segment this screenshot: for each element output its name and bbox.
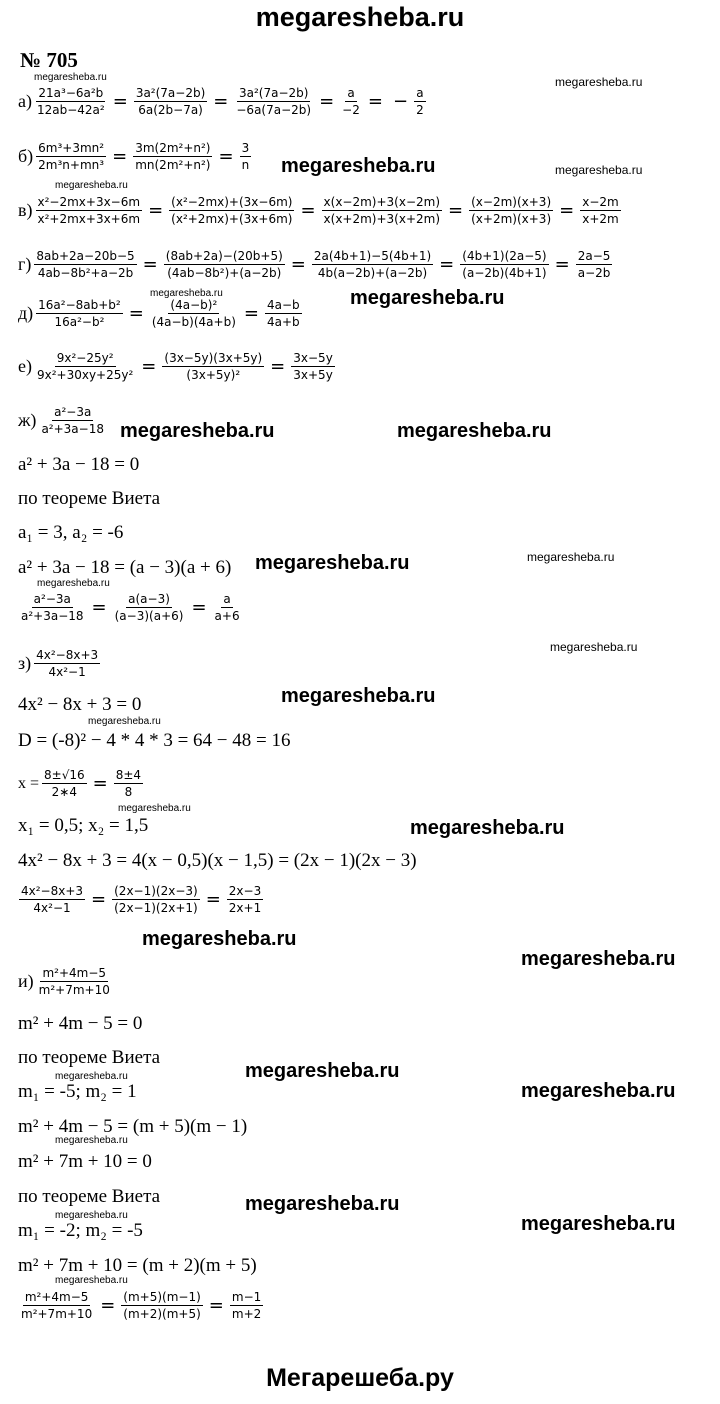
fraction xyxy=(234,86,313,117)
fraction-denominator: a²+3a−18 xyxy=(21,609,84,623)
zh-line-1: a² + 3a − 18 = 0 xyxy=(18,454,140,475)
equals-sign: = xyxy=(148,200,164,221)
watermark: megaresheba.ru xyxy=(55,1135,128,1146)
equals-sign: = xyxy=(92,773,108,794)
fraction-denominator: 6a(2b−7a) xyxy=(138,103,203,117)
fraction-denominator: 3x+5y xyxy=(293,368,333,382)
watermark: megaresheba.ru xyxy=(245,1060,400,1082)
fraction-numerator: 8ab+2a−20b−5 xyxy=(36,249,135,263)
minus-sign: − xyxy=(392,91,409,112)
watermark: megaresheba.ru xyxy=(88,716,161,727)
part-label: е) xyxy=(18,356,32,376)
fraction xyxy=(312,249,433,280)
fraction xyxy=(39,405,106,436)
zh-line-4: a² + 3a − 18 = (a − 3)(a + 6) xyxy=(18,557,232,578)
part-z xyxy=(18,648,101,679)
prefix-text: x = xyxy=(18,774,40,792)
part-i xyxy=(18,966,113,997)
equals-sign: = xyxy=(112,91,128,112)
watermark: megaresheba.ru xyxy=(255,552,410,574)
fraction-numerator: a xyxy=(223,592,231,606)
fraction-denominator: x(x+2m)+3(x+2m) xyxy=(323,212,441,226)
equals-sign: = xyxy=(141,356,157,377)
fraction-denominator: (a−2b)(4b+1) xyxy=(462,266,547,280)
fraction-denominator: 2x+1 xyxy=(228,901,262,915)
fraction xyxy=(291,351,335,382)
watermark: megaresheba.ru xyxy=(350,287,505,309)
fraction-numerator: 4x²−8x+3 xyxy=(21,884,84,898)
fraction xyxy=(19,884,85,915)
fraction-numerator: (m+5)(m−1) xyxy=(123,1290,201,1304)
zh-line-3: a₁ = 3, a₂ = -6 xyxy=(18,522,124,543)
fraction-denominator: 4a+b xyxy=(266,315,300,329)
part-label: б) xyxy=(18,146,34,166)
equals-sign: = xyxy=(319,91,335,112)
fraction-denominator: a−2b xyxy=(577,266,611,280)
equals-sign: = xyxy=(439,254,455,275)
equals-sign: = xyxy=(208,1295,224,1316)
fraction-denominator: −2 xyxy=(342,103,360,117)
fraction xyxy=(34,249,136,280)
watermark: megaresheba.ru xyxy=(397,420,552,442)
fraction-denominator: m+2 xyxy=(231,1307,262,1321)
fraction xyxy=(35,86,107,117)
fraction xyxy=(227,884,263,915)
watermark: megaresheba.ru xyxy=(555,75,643,89)
fraction-numerator: 4a−b xyxy=(266,298,300,312)
part-label: и) xyxy=(18,971,34,991)
fraction-denominator: 9x²+30xy+25y² xyxy=(36,368,134,382)
fraction xyxy=(460,249,548,280)
fraction-denominator: x²+2mx+3x+6m xyxy=(37,212,141,226)
watermark: megaresheba.ru xyxy=(410,817,565,839)
equals-sign: = xyxy=(290,254,306,275)
fraction-denominator: 4ab−8b²+a−2b xyxy=(37,266,134,280)
fraction xyxy=(240,141,252,172)
equals-sign: = xyxy=(554,254,570,275)
watermark: megaresheba.ru xyxy=(550,640,638,654)
fraction-numerator: 8±√16 xyxy=(44,768,85,782)
fraction-numerator: a xyxy=(347,86,355,100)
fraction-denominator: −6a(7a−2b) xyxy=(236,103,312,117)
fraction-numerator: x−2m xyxy=(582,195,619,209)
site-footer[interactable]: Мегарешеба.ру xyxy=(266,1364,454,1392)
fraction-numerator: 3a²(7a−2b) xyxy=(135,86,206,100)
fraction-numerator: 3x−5y xyxy=(293,351,333,365)
fraction xyxy=(265,298,302,329)
fraction-numerator: a²−3a xyxy=(33,592,71,606)
fraction xyxy=(580,195,620,226)
fraction xyxy=(113,592,186,623)
part-v xyxy=(18,195,622,226)
watermark: megaresheba.ru xyxy=(55,1210,128,1221)
fraction xyxy=(34,648,100,679)
equals-sign: = xyxy=(91,889,107,910)
i-line-6: по теореме Виета xyxy=(18,1186,161,1207)
part-label: г) xyxy=(18,254,32,274)
equals-sign: = xyxy=(128,303,144,324)
fraction xyxy=(164,249,285,280)
equals-sign: = xyxy=(218,146,234,167)
watermark: megaresheba.ru xyxy=(34,72,107,83)
fraction-denominator: (x+2m)(x+3) xyxy=(471,212,552,226)
part-e xyxy=(18,351,336,382)
site-header[interactable]: megaresheba.ru xyxy=(255,2,465,32)
fraction xyxy=(112,884,200,915)
i-line-4: m² + 4m − 5 = (m + 5)(m − 1) xyxy=(18,1116,248,1137)
i-line-2: по теореме Виета xyxy=(18,1047,161,1068)
fraction xyxy=(19,592,86,623)
equals-sign: = xyxy=(191,597,207,618)
fraction-numerator: a(a−3) xyxy=(128,592,170,606)
fraction-denominator: 12ab−42a² xyxy=(36,103,105,117)
fraction xyxy=(133,141,212,172)
part-label: з) xyxy=(18,653,32,673)
fraction xyxy=(36,141,106,172)
fraction xyxy=(576,249,613,280)
fraction-denominator: a+6 xyxy=(214,609,240,623)
zh-line-2: по теореме Виета xyxy=(18,488,161,509)
fraction-numerator: a xyxy=(416,86,424,100)
problem-number: № 705 xyxy=(20,48,78,72)
part-g xyxy=(18,249,613,280)
fraction-denominator: m²+7m+10 xyxy=(38,983,110,997)
fraction-denominator: (3x+5y)² xyxy=(186,368,241,382)
fraction-denominator: 4x²−1 xyxy=(33,901,71,915)
fraction xyxy=(36,195,143,226)
fraction-numerator: 3m(2m²+n²) xyxy=(135,141,211,155)
fraction-numerator: x²−2mx+3x−6m xyxy=(37,195,141,209)
fraction-denominator: 16a²−b² xyxy=(54,315,105,329)
watermark: megaresheba.ru xyxy=(521,1213,676,1235)
fraction xyxy=(114,768,143,799)
fraction-numerator: 3a²(7a−2b) xyxy=(238,86,309,100)
fraction-denominator: 2 xyxy=(416,103,424,117)
fraction-denominator: (2x−1)(2x+1) xyxy=(114,901,198,915)
part-b xyxy=(18,141,252,172)
watermark: megaresheba.ru xyxy=(245,1193,400,1215)
watermark: megaresheba.ru xyxy=(521,948,676,970)
fraction-denominator: 8 xyxy=(124,785,133,799)
fraction xyxy=(322,195,442,226)
i-line-7: m₁ = -2; m₂ = -5 xyxy=(18,1220,143,1241)
fraction xyxy=(169,195,294,226)
fraction xyxy=(213,592,242,623)
watermark: megaresheba.ru xyxy=(118,803,191,814)
fraction-numerator: 16a²−8ab+b² xyxy=(38,298,121,312)
equals-sign: = xyxy=(300,200,316,221)
watermark: megaresheba.ru xyxy=(37,578,110,589)
part-label: ж) xyxy=(18,410,37,430)
fraction xyxy=(42,768,87,799)
fraction-numerator: (8ab+2a)−(20b+5) xyxy=(165,249,283,263)
part-a xyxy=(18,86,427,117)
fraction-numerator: x(x−2m)+3(x−2m) xyxy=(323,195,441,209)
fraction-numerator: m²+4m−5 xyxy=(24,1290,89,1304)
watermark: megaresheba.ru xyxy=(55,180,128,191)
fraction-numerator: 9x²−25y² xyxy=(56,351,114,365)
fraction-numerator: (x²−2mx)+(3x−6m) xyxy=(171,195,293,209)
fraction-numerator: (x−2m)(x+3) xyxy=(471,195,552,209)
equals-sign: = xyxy=(559,200,575,221)
fraction-numerator: (4a−b)² xyxy=(170,298,218,312)
watermark: megaresheba.ru xyxy=(150,288,223,299)
fraction-numerator: a²−3a xyxy=(54,405,92,419)
watermark: megaresheba.ru xyxy=(555,163,643,177)
fraction xyxy=(121,1290,202,1321)
i-line-1: m² + 4m − 5 = 0 xyxy=(18,1013,143,1034)
equals-sign: = xyxy=(243,303,259,324)
fraction-numerator: m−1 xyxy=(231,1290,262,1304)
fraction xyxy=(37,966,112,997)
watermark: megaresheba.ru xyxy=(527,550,615,564)
watermark: megaresheba.ru xyxy=(55,1275,128,1286)
watermark: megaresheba.ru xyxy=(120,420,275,442)
i-line-3: m₁ = -5; m₂ = 1 xyxy=(18,1081,137,1102)
equals-sign: = xyxy=(448,200,464,221)
watermark: megaresheba.ru xyxy=(142,928,297,950)
i-line-8: m² + 7m + 10 = (m + 2)(m + 5) xyxy=(18,1255,257,1276)
fraction-denominator: m²+7m+10 xyxy=(21,1307,93,1321)
equals-sign: = xyxy=(213,91,229,112)
equals-sign: = xyxy=(142,254,158,275)
equals-sign: = xyxy=(367,91,383,112)
fraction xyxy=(469,195,553,226)
fraction xyxy=(19,1290,94,1321)
fraction xyxy=(35,351,135,382)
fraction-numerator: (3x−5y)(3x+5y) xyxy=(164,351,263,365)
equals-sign: = xyxy=(205,889,221,910)
fraction-denominator: (4ab−8b²)+(a−2b) xyxy=(167,266,282,280)
fraction-denominator: x+2m xyxy=(582,212,619,226)
fraction xyxy=(162,351,264,382)
fraction-denominator: (m+2)(m+5) xyxy=(123,1307,201,1321)
fraction-numerator: 8±4 xyxy=(115,768,142,782)
fraction xyxy=(150,298,238,329)
fraction-numerator: 4x²−8x+3 xyxy=(36,648,99,662)
fraction-numerator: 21a³−6a²b xyxy=(38,86,104,100)
z-line-4: x₁ = 0,5; x₂ = 1,5 xyxy=(18,815,149,836)
equals-sign: = xyxy=(270,356,286,377)
part-zh xyxy=(18,405,107,436)
fraction-numerator: 2x−3 xyxy=(228,884,262,898)
i-result xyxy=(18,1290,264,1321)
fraction-denominator: 2m³n+mn³ xyxy=(38,158,105,172)
watermark: megaresheba.ru xyxy=(281,155,436,177)
fraction-denominator: (a−3)(a+6) xyxy=(114,609,184,623)
fraction xyxy=(230,1290,263,1321)
fraction-numerator: 2a(4b+1)−5(4b+1) xyxy=(313,249,432,263)
z-roots-formula xyxy=(18,768,144,799)
part-label: д) xyxy=(18,303,34,323)
fraction xyxy=(414,86,426,117)
equals-sign: = xyxy=(100,1295,116,1316)
z-result xyxy=(18,884,264,915)
part-label: в) xyxy=(18,200,33,220)
part-d xyxy=(18,298,303,329)
fraction xyxy=(340,86,362,117)
fraction-denominator: (x²+2mx)+(3x+6m) xyxy=(171,212,293,226)
fraction-denominator: a²+3a−18 xyxy=(41,422,104,436)
fraction-numerator: 2a−5 xyxy=(577,249,611,263)
fraction xyxy=(134,86,207,117)
fraction-numerator: (2x−1)(2x−3) xyxy=(114,884,198,898)
equals-sign: = xyxy=(112,146,128,167)
fraction-denominator: 4b(a−2b)+(a−2b) xyxy=(317,266,428,280)
watermark: megaresheba.ru xyxy=(281,685,436,707)
fraction-denominator: (4a−b)(4a+b) xyxy=(151,315,236,329)
fraction-denominator: n xyxy=(241,158,250,172)
fraction xyxy=(36,298,123,329)
zh-result xyxy=(18,592,243,623)
z-line-5: 4x² − 8x + 3 = 4(x − 0,5)(x − 1,5) = (2x − 1)(2x − 3) xyxy=(18,850,417,871)
fraction-numerator: 3 xyxy=(241,141,250,155)
fraction-denominator: mn(2m²+n²) xyxy=(135,158,211,172)
equals-sign: = xyxy=(91,597,107,618)
fraction-numerator: (4b+1)(2a−5) xyxy=(462,249,547,263)
watermark: megaresheba.ru xyxy=(55,1071,128,1082)
fraction-numerator: 6m³+3mn² xyxy=(38,141,105,155)
i-line-5: m² + 7m + 10 = 0 xyxy=(18,1151,152,1172)
fraction-numerator: m²+4m−5 xyxy=(42,966,107,980)
z-line-2: D = (-8)² − 4 * 4 * 3 = 64 − 48 = 16 xyxy=(18,730,291,751)
fraction-denominator: 4x²−1 xyxy=(48,665,86,679)
part-label: а) xyxy=(18,91,32,111)
z-line-1: 4x² − 8x + 3 = 0 xyxy=(18,694,142,715)
watermark: megaresheba.ru xyxy=(521,1080,676,1102)
fraction-denominator: 2∗4 xyxy=(51,785,77,799)
